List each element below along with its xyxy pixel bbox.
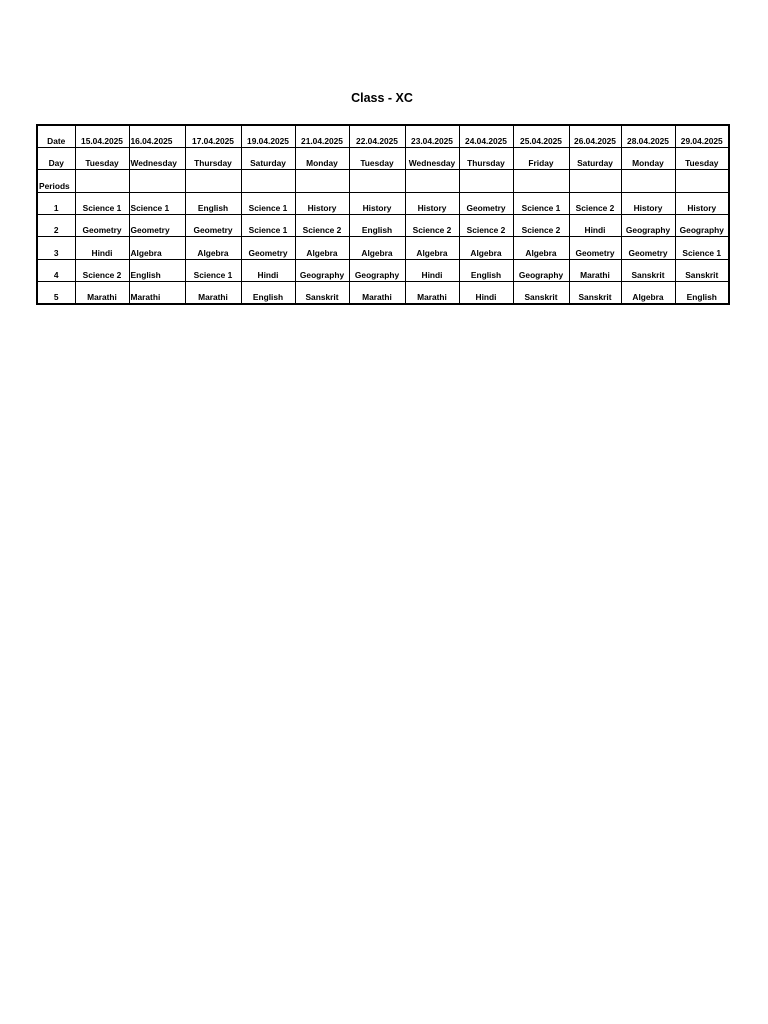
subject-cell: Sanskrit bbox=[621, 259, 675, 281]
subject-cell: Algebra bbox=[185, 237, 241, 259]
subject-cell: Science 2 bbox=[295, 215, 349, 237]
date-cell: 26.04.2025 bbox=[569, 125, 621, 148]
day-cell: Saturday bbox=[241, 148, 295, 170]
day-cell: Tuesday bbox=[675, 148, 729, 170]
date-cell: 29.04.2025 bbox=[675, 125, 729, 148]
period-row bbox=[37, 281, 729, 304]
subject-cell: Geography bbox=[295, 259, 349, 281]
subject-cell: Geography bbox=[513, 259, 569, 281]
subject-cell: Geometry bbox=[569, 237, 621, 259]
empty-cell bbox=[569, 170, 621, 193]
date-cell: 19.04.2025 bbox=[241, 125, 295, 148]
subject-cell: Hindi bbox=[405, 259, 459, 281]
subject-cell: Science 1 bbox=[513, 192, 569, 214]
subject-cell: Marathi bbox=[405, 281, 459, 304]
subject-cell: Geometry bbox=[621, 237, 675, 259]
subject-cell: Algebra bbox=[405, 237, 459, 259]
subject-cell: Science 1 bbox=[75, 192, 129, 214]
subject-cell: Marathi bbox=[349, 281, 405, 304]
subject-cell: Marathi bbox=[569, 259, 621, 281]
empty-cell bbox=[459, 170, 513, 193]
subject-cell: Geography bbox=[349, 259, 405, 281]
subject-cell: Geometry bbox=[75, 215, 129, 237]
subject-cell: Geometry bbox=[185, 215, 241, 237]
subject-cell: Science 2 bbox=[569, 192, 621, 214]
subject-cell: Geometry bbox=[459, 192, 513, 214]
subject-cell: English bbox=[349, 215, 405, 237]
period-number: 4 bbox=[37, 259, 75, 281]
subject-cell: Marathi bbox=[129, 281, 185, 304]
empty-cell bbox=[295, 170, 349, 193]
subject-cell: Science 1 bbox=[675, 237, 729, 259]
subject-cell: Algebra bbox=[129, 237, 185, 259]
empty-cell bbox=[241, 170, 295, 193]
subject-cell: Geometry bbox=[129, 215, 185, 237]
day-cell: Monday bbox=[621, 148, 675, 170]
subject-cell: Algebra bbox=[459, 237, 513, 259]
day-cell: Wednesday bbox=[129, 148, 185, 170]
subject-cell: English bbox=[185, 192, 241, 214]
subject-cell: Sanskrit bbox=[569, 281, 621, 304]
date-cell: 22.04.2025 bbox=[349, 125, 405, 148]
period-number: 2 bbox=[37, 215, 75, 237]
subject-cell: Science 1 bbox=[241, 215, 295, 237]
subject-cell: Hindi bbox=[459, 281, 513, 304]
subject-cell: Science 1 bbox=[241, 192, 295, 214]
day-cell: Wednesday bbox=[405, 148, 459, 170]
periods-label: Periods bbox=[37, 170, 75, 193]
subject-cell: Geometry bbox=[241, 237, 295, 259]
subject-cell: Science 1 bbox=[185, 259, 241, 281]
empty-cell bbox=[621, 170, 675, 193]
subject-cell: Geography bbox=[621, 215, 675, 237]
date-cell: 23.04.2025 bbox=[405, 125, 459, 148]
date-row bbox=[37, 125, 729, 148]
date-label: Date bbox=[37, 125, 75, 148]
date-cell: 24.04.2025 bbox=[459, 125, 513, 148]
day-cell: Saturday bbox=[569, 148, 621, 170]
day-cell: Tuesday bbox=[75, 148, 129, 170]
date-cell: 17.04.2025 bbox=[185, 125, 241, 148]
date-cell: 28.04.2025 bbox=[621, 125, 675, 148]
timetable bbox=[36, 124, 730, 305]
period-number: 1 bbox=[37, 192, 75, 214]
subject-cell: History bbox=[675, 192, 729, 214]
period-row bbox=[37, 192, 729, 214]
date-cell: 15.04.2025 bbox=[75, 125, 129, 148]
period-number: 3 bbox=[37, 237, 75, 259]
subject-cell: History bbox=[349, 192, 405, 214]
empty-cell bbox=[675, 170, 729, 193]
subject-cell: English bbox=[675, 281, 729, 304]
subject-cell: Marathi bbox=[75, 281, 129, 304]
subject-cell: Algebra bbox=[295, 237, 349, 259]
subject-cell: Algebra bbox=[349, 237, 405, 259]
subject-cell: Science 2 bbox=[513, 215, 569, 237]
subject-cell: Sanskrit bbox=[295, 281, 349, 304]
day-label: Day bbox=[37, 148, 75, 170]
date-cell: 25.04.2025 bbox=[513, 125, 569, 148]
subject-cell: Hindi bbox=[75, 237, 129, 259]
date-cell: 16.04.2025 bbox=[129, 125, 185, 148]
period-row bbox=[37, 259, 729, 281]
day-cell: Thursday bbox=[185, 148, 241, 170]
subject-cell: Science 2 bbox=[405, 215, 459, 237]
period-number: 5 bbox=[37, 281, 75, 304]
subject-cell: English bbox=[129, 259, 185, 281]
periods-header-row bbox=[37, 170, 729, 193]
empty-cell bbox=[185, 170, 241, 193]
day-cell: Friday bbox=[513, 148, 569, 170]
subject-cell: Science 1 bbox=[129, 192, 185, 214]
day-cell: Thursday bbox=[459, 148, 513, 170]
empty-cell bbox=[405, 170, 459, 193]
day-cell: Tuesday bbox=[349, 148, 405, 170]
subject-cell: English bbox=[241, 281, 295, 304]
period-row bbox=[37, 237, 729, 259]
day-row bbox=[37, 148, 729, 170]
subject-cell: History bbox=[295, 192, 349, 214]
subject-cell: Algebra bbox=[513, 237, 569, 259]
subject-cell: Sanskrit bbox=[513, 281, 569, 304]
subject-cell: Science 2 bbox=[75, 259, 129, 281]
subject-cell: History bbox=[621, 192, 675, 214]
empty-cell bbox=[349, 170, 405, 193]
subject-cell: Hindi bbox=[569, 215, 621, 237]
day-cell: Monday bbox=[295, 148, 349, 170]
subject-cell: English bbox=[459, 259, 513, 281]
subject-cell: Algebra bbox=[621, 281, 675, 304]
empty-cell bbox=[129, 170, 185, 193]
subject-cell: Science 2 bbox=[459, 215, 513, 237]
empty-cell bbox=[513, 170, 569, 193]
subject-cell: Geography bbox=[675, 215, 729, 237]
subject-cell: History bbox=[405, 192, 459, 214]
subject-cell: Sanskrit bbox=[675, 259, 729, 281]
subject-cell: Hindi bbox=[241, 259, 295, 281]
subject-cell: Marathi bbox=[185, 281, 241, 304]
page-title: Class - XC bbox=[351, 91, 413, 105]
empty-cell bbox=[75, 170, 129, 193]
period-row bbox=[37, 215, 729, 237]
date-cell: 21.04.2025 bbox=[295, 125, 349, 148]
